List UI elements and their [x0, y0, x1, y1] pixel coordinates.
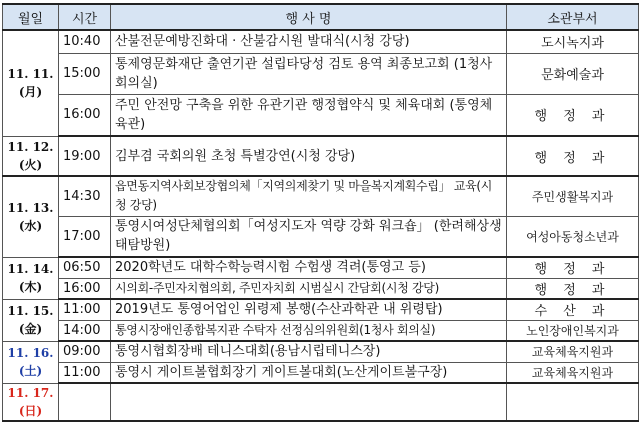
event-cell [111, 383, 507, 421]
date-cell [3, 30, 59, 136]
dept-cell: 주민생활복지과 [507, 176, 639, 216]
dept-cell: 행 정 과 [507, 257, 639, 278]
date-text: 11. 11. [7, 67, 54, 82]
time-cell: 16:00 [59, 94, 111, 136]
event-cell: 시의회-주민자치협의회, 주민자치회 시범실시 간담회(시청 강당) [111, 278, 507, 299]
dept-cell: 도시녹지과 [507, 30, 639, 53]
dept-cell: 교육체육지원과 [507, 341, 639, 362]
event-cell: 2019년도 통영어업인 위령제 봉행(수산과학관 내 위령탑) [111, 299, 507, 320]
table-row [3, 30, 639, 53]
event-cell: 2020학년도 대학수학능력시험 수험생 격려(통영고 등) [111, 257, 507, 278]
event-cell: 통영시협회장배 테니스대회(용남시립테니스장) [111, 341, 507, 362]
header-row [3, 4, 639, 30]
weekday-text: (土) [18, 364, 43, 378]
table-row [3, 299, 639, 320]
time-cell: 19:00 [59, 136, 111, 176]
weekday-text: (木) [18, 280, 43, 294]
dept-cell: 노인장애인복지과 [507, 320, 639, 341]
dept-cell: 교육체육지원과 [507, 362, 639, 383]
table-row [3, 53, 639, 94]
header-date: 월일 [3, 4, 59, 30]
time-cell: 17:00 [59, 216, 111, 257]
time-cell: 15:00 [59, 53, 111, 94]
table-row [3, 383, 639, 421]
weekday-text: (金) [18, 322, 43, 336]
dept-cell: 수 산 과 [507, 299, 639, 320]
time-cell: 10:40 [59, 30, 111, 53]
event-cell: 김부겸 국회의원 초청 특별강연(시청 강당) [111, 136, 507, 176]
table-row [3, 94, 639, 136]
table-row [3, 362, 639, 383]
date-cell [3, 136, 59, 176]
table-row [3, 278, 639, 299]
dept-cell: 행 정 과 [507, 94, 639, 136]
date-text: 11. 12. [7, 139, 54, 154]
weekday-text: (水) [18, 218, 43, 233]
weekday-text: (日) [18, 403, 43, 418]
date-text: 11. 13. [7, 200, 54, 215]
event-cell: 산불전문예방진화대 · 산불감시원 발대식(시청 강당) [111, 30, 507, 53]
dept-cell: 행 정 과 [507, 136, 639, 176]
event-cell: 통영시 게이트볼협회장기 게이트볼대회(노산게이트볼구장) [111, 362, 507, 383]
dept-cell [507, 383, 639, 421]
event-cell: 통영시장애인종합복지관 수탁자 선정심의위원회(1청사 회의실) [111, 320, 507, 341]
date-text: 11. 16. [7, 346, 54, 360]
date-cell [3, 299, 59, 341]
dept-cell: 행 정 과 [507, 278, 639, 299]
schedule-document [2, 3, 638, 422]
date-cell [3, 383, 59, 421]
weekly-schedule-table [2, 3, 639, 422]
header-dept: 소관부서 [507, 4, 639, 30]
date-text: 11. 17. [7, 385, 54, 400]
time-cell: 11:00 [59, 299, 111, 320]
event-cell: 통영시여성단체협의회「여성지도자 역량 강화 워크숍」 (한려해상생태탐방원) [111, 216, 507, 257]
header-event: 행 사 명 [111, 4, 507, 30]
dept-cell: 여성아동청소년과 [507, 216, 639, 257]
table-row [3, 341, 639, 362]
table-row [3, 257, 639, 278]
time-cell: 16:00 [59, 278, 111, 299]
time-cell: 06:50 [59, 257, 111, 278]
date-cell [3, 257, 59, 299]
dept-cell: 문화예술과 [507, 53, 639, 94]
event-cell: 읍면동지역사회보장협의체「지역의제찾기 및 마을복지계획수립」 교육(시청 강당) [111, 176, 507, 216]
table-row [3, 320, 639, 341]
date-cell [3, 341, 59, 383]
date-cell [3, 176, 59, 257]
table-row [3, 216, 639, 257]
weekday-text: (火) [18, 157, 43, 172]
time-cell: 11:00 [59, 362, 111, 383]
table-row [3, 176, 639, 216]
event-cell: 통제영문화재단 출연기관 설립타당성 검토 용역 최종보고회 (1청사 회의실) [111, 53, 507, 94]
weekday-text: (月) [18, 85, 43, 100]
date-text: 11. 15. [7, 304, 54, 318]
header-time: 시간 [59, 4, 111, 30]
time-cell [59, 383, 111, 421]
event-cell: 주민 안전망 구축을 위한 유관기관 행정협약식 및 체육대회 (통영체육관) [111, 94, 507, 136]
time-cell: 14:00 [59, 320, 111, 341]
time-cell: 14:30 [59, 176, 111, 216]
table-row [3, 136, 639, 176]
time-cell: 09:00 [59, 341, 111, 362]
date-text: 11. 14. [7, 262, 54, 276]
